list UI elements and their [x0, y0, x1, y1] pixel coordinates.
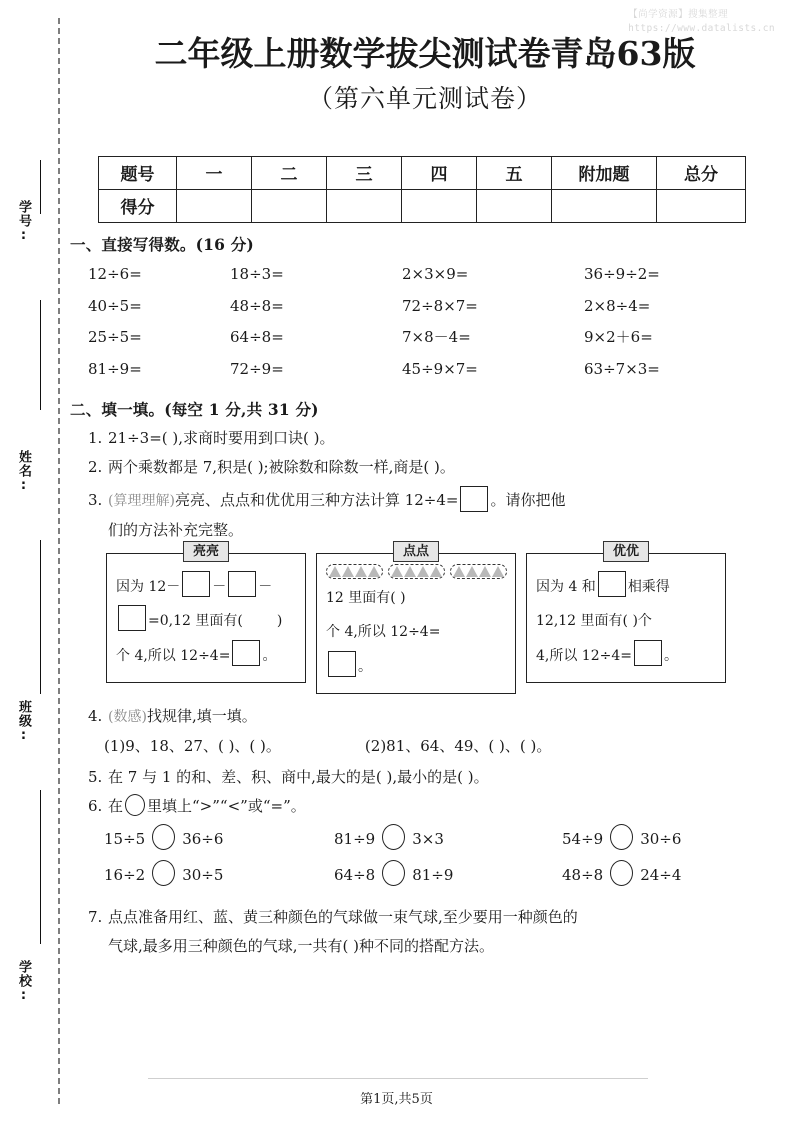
question-6-comparison-grid — [104, 823, 780, 893]
seal-rule-1 — [40, 160, 41, 214]
method-line: 12,12 里面有( )个 — [536, 613, 652, 630]
score-table-col-2: 二 — [252, 156, 327, 189]
score-table-col-total: 总分 — [657, 156, 746, 189]
table-row — [99, 156, 746, 189]
triangle-icon — [430, 566, 442, 577]
answer-box[interactable] — [460, 486, 488, 512]
method-line — [116, 639, 296, 673]
score-table-col-1: 一 — [177, 156, 252, 189]
arith-item[interactable]: 25÷5= — [88, 328, 142, 347]
answer-box[interactable] — [228, 571, 256, 597]
seal-label-student-id: 学号: — [16, 200, 31, 244]
arith-item[interactable]: 7×8－4= — [402, 328, 471, 347]
comparison-left: 64÷8 — [334, 865, 376, 884]
score-cell-2[interactable] — [252, 189, 327, 222]
comparison-right: 81÷9 — [412, 865, 454, 884]
comparison-right: 24÷4 — [640, 865, 682, 884]
method-boxes-row — [106, 543, 780, 694]
arith-item[interactable]: 40÷5= — [88, 296, 142, 315]
arith-item[interactable]: 18÷3= — [230, 264, 284, 283]
arith-item[interactable]: 12÷6= — [88, 264, 142, 283]
page-subtitle: （第六单元测试卷） — [307, 84, 542, 114]
arith-item[interactable]: 48÷8= — [230, 296, 284, 315]
section-1-problem-grid — [88, 259, 780, 386]
score-table-col-5: 五 — [477, 156, 552, 189]
triangle-icon — [342, 566, 354, 577]
question-4-tag: (数感) — [108, 708, 147, 725]
arith-item[interactable]: 2×3×9= — [402, 264, 469, 283]
comparison-circle-icon[interactable] — [382, 860, 405, 886]
table-row — [99, 189, 746, 222]
question-7-number: 7. — [88, 907, 103, 926]
method-text: 因为 12－ — [116, 578, 181, 595]
comparison-circle-icon[interactable] — [152, 860, 175, 886]
comparison-right: 36÷6 — [182, 830, 224, 849]
question-2[interactable] — [88, 453, 780, 482]
seal-rule-2 — [40, 300, 41, 410]
comparison-left: 48÷8 — [562, 865, 604, 884]
answer-box[interactable] — [598, 571, 626, 597]
comparison-left: 81÷9 — [334, 830, 376, 849]
answer-box[interactable] — [634, 640, 662, 666]
question-4-text: 找规律,填一填。 — [146, 706, 257, 725]
triangle-group — [450, 564, 507, 579]
question-3-tag: (算理理解) — [108, 493, 175, 510]
comparison-item[interactable] — [334, 823, 562, 857]
comparison-left: 15÷5 — [104, 830, 146, 849]
watermark-source: 【尚学资源】搜集整理 — [628, 9, 729, 20]
question-6-text-b: 里填上“>”“<”或“=”。 — [147, 796, 306, 815]
method-box-title: 亮亮 — [183, 541, 229, 563]
method-text: 个 4,所以 12÷4= — [116, 647, 231, 664]
comparison-right: 30÷6 — [640, 830, 682, 849]
arith-item[interactable]: 81÷9= — [88, 360, 142, 379]
method-text: 4,所以 12÷4= — [536, 647, 632, 664]
method-box-liangliang — [106, 543, 306, 683]
answer-box[interactable] — [182, 571, 210, 597]
title-block — [70, 0, 780, 116]
question-4-sequence-1[interactable]: (1)9、18、27、( )、( )。 — [104, 737, 281, 756]
method-box-title: 点点 — [393, 541, 439, 563]
answer-box[interactable] — [118, 605, 146, 631]
question-4[interactable] — [88, 702, 780, 731]
score-cell-3[interactable] — [327, 189, 402, 222]
arith-item[interactable]: 36÷9÷2= — [584, 264, 660, 283]
question-5-text: 在 7 与 1 的和、差、积、商中,最大的是( ),最小的是( )。 — [108, 767, 489, 786]
score-table-score-label: 得分 — [99, 189, 177, 222]
triangle-icon — [479, 566, 491, 577]
binding-margin — [0, 0, 62, 1122]
question-5[interactable] — [88, 763, 780, 792]
comparison-circle-icon[interactable] — [610, 824, 633, 850]
triangle-group — [388, 564, 445, 579]
triangle-icon — [492, 566, 504, 577]
footer-divider — [148, 1078, 648, 1079]
question-1-number: 1. — [88, 428, 103, 447]
comparison-circle-icon[interactable] — [382, 824, 405, 850]
comparison-left: 16÷2 — [104, 865, 146, 884]
question-2-number: 2. — [88, 458, 103, 477]
watermark-url: https://www.datalists.cn — [628, 22, 775, 34]
score-cell-total[interactable] — [657, 189, 746, 222]
method-line: 个 4,所以 12÷4= — [326, 624, 441, 641]
question-7-continued[interactable] — [108, 932, 780, 961]
question-1-text: 21÷3=( ),求商时要用到口诀( )。 — [108, 428, 335, 447]
comparison-circle-icon[interactable] — [152, 824, 175, 850]
seal-label-class: 班级: — [16, 700, 31, 744]
seal-label-name: 姓名: — [16, 450, 31, 494]
question-4-number: 4. — [88, 706, 103, 725]
arith-item[interactable]: 64÷8= — [230, 328, 284, 347]
question-6[interactable] — [88, 792, 780, 821]
arith-item[interactable]: 63÷7×3= — [584, 360, 660, 379]
cut-dashed-line — [58, 18, 60, 1104]
question-3[interactable] — [88, 486, 780, 515]
question-3-text-b: 。请你把他 — [490, 491, 566, 510]
score-cell-1[interactable] — [177, 189, 252, 222]
question-5-number: 5. — [88, 767, 103, 786]
arith-item[interactable]: 72÷8×7= — [402, 296, 478, 315]
method-box-youyou — [526, 543, 726, 683]
seal-label-school: 学校: — [16, 960, 31, 1004]
comparison-item[interactable] — [562, 823, 780, 857]
answer-box[interactable] — [328, 651, 356, 677]
comparison-circle-icon[interactable] — [125, 794, 145, 816]
method-text: 相乘得 — [627, 578, 670, 595]
question-1[interactable] — [88, 424, 780, 453]
section-2-heading: 二、填一填。(每空 1 分,共 31 分) — [70, 399, 319, 419]
triangle-icon — [329, 566, 341, 577]
comparison-item[interactable] — [562, 859, 780, 893]
score-table-wrapper — [98, 156, 718, 223]
question-6-text-a: 在 — [108, 796, 124, 815]
section-1-heading: 一、直接写得数。(16 分) — [70, 234, 254, 254]
seal-rule-4 — [40, 790, 41, 944]
score-cell-4[interactable] — [402, 189, 477, 222]
comparison-right: 30÷5 — [182, 865, 224, 884]
score-table-col-3: 三 — [327, 156, 402, 189]
comparison-circle-icon[interactable] — [610, 860, 633, 886]
method-line — [536, 639, 716, 673]
question-7-line-2: 气球,最多用三种颜色的气球,一共有( )种不同的搭配方法。 — [108, 936, 495, 955]
triangle-icon — [355, 566, 367, 577]
method-line — [116, 570, 296, 604]
comparison-left: 54÷9 — [562, 830, 604, 849]
triangle-icon — [368, 566, 380, 577]
method-text: － — [258, 578, 273, 595]
question-4-sequence-2[interactable]: (2)81、64、49、( )、( )。 — [364, 737, 552, 756]
method-line — [536, 570, 716, 604]
arith-item[interactable]: 2×8÷4= — [584, 296, 651, 315]
method-text: 。 — [262, 647, 277, 664]
question-4-sequences — [104, 731, 780, 763]
method-box-title: 优优 — [603, 541, 649, 563]
score-table — [98, 156, 746, 223]
arith-item[interactable]: 72÷9= — [230, 360, 284, 379]
triangle-icon — [466, 566, 478, 577]
page-title: 二年级上册数学拔尖测试卷青岛63版 — [154, 34, 696, 73]
question-7[interactable] — [88, 903, 780, 932]
question-3-number: 3. — [88, 491, 103, 510]
score-table-col-4: 四 — [402, 156, 477, 189]
method-text: － — [212, 578, 227, 595]
triangle-icon — [453, 566, 465, 577]
comparison-item[interactable] — [104, 823, 334, 857]
question-3-text-a: 亮亮、点点和优优用三种方法计算 12÷4= — [174, 491, 459, 510]
arith-item[interactable]: 45÷9×7= — [402, 360, 478, 379]
method-line: 12 里面有( ) — [326, 589, 406, 606]
method-text: ) — [276, 613, 283, 630]
question-6-number: 6. — [88, 796, 103, 815]
answer-box[interactable] — [232, 640, 260, 666]
page-number: 第1页,共5页 — [360, 1092, 433, 1107]
method-line — [116, 604, 296, 638]
seal-rule-3 — [40, 540, 41, 694]
triangle-icon — [391, 566, 403, 577]
footer — [0, 1088, 793, 1107]
question-2-text: 两个乘数都是 7,积是( );被除数和除数一样,商是( )。 — [108, 458, 455, 477]
method-text: 。 — [664, 647, 678, 664]
method-box-diandian — [316, 543, 516, 694]
triangle-group — [326, 564, 383, 579]
triangle-groups — [326, 564, 506, 579]
method-text: =0,12 里面有( — [148, 613, 243, 630]
method-text: 。 — [358, 658, 372, 675]
worksheet-page — [70, 0, 780, 1122]
triangle-icon — [417, 566, 429, 577]
comparison-item[interactable] — [334, 859, 562, 893]
arith-item[interactable]: 9×2＋6= — [584, 328, 653, 347]
score-table-col-bonus: 附加题 — [552, 156, 657, 189]
method-line — [326, 650, 506, 684]
comparison-item[interactable] — [104, 859, 334, 893]
score-cell-5[interactable] — [477, 189, 552, 222]
method-text: 因为 4 和 — [536, 578, 596, 595]
comparison-right: 3×3 — [412, 830, 444, 849]
triangle-icon — [404, 566, 416, 577]
score-table-header-label: 题号 — [99, 156, 177, 189]
score-cell-bonus[interactable] — [552, 189, 657, 222]
question-3-text-c: 们的方法补充完整。 — [108, 520, 244, 539]
question-7-line-1: 点点准备用红、蓝、黄三种颜色的气球做一束气球,至少要用一种颜色的 — [108, 907, 578, 926]
